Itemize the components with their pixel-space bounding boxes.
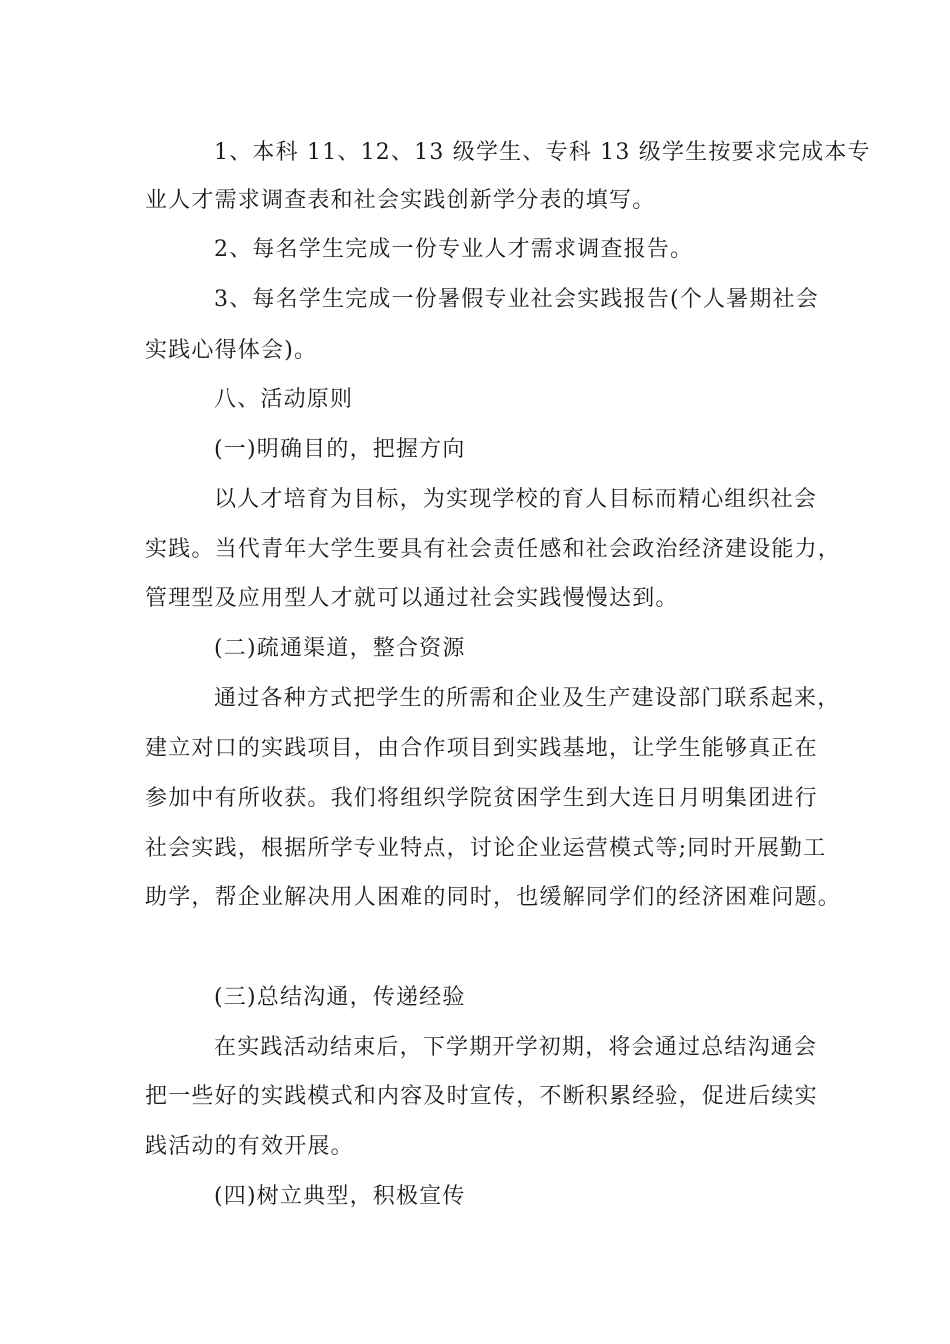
text-line: 社会实践，根据所学专业特点，讨论企业运营模式等;同时开展勤工: [145, 836, 827, 861]
text-line: 管理型及应用型人才就可以通过社会实践慢慢达到。: [145, 586, 679, 611]
text-line: 实践心得体会)。: [145, 338, 318, 363]
text-line: 参加中有所收获。我们将组织学院贫困学生到大连日月明集团进行: [145, 786, 818, 811]
text-line: 2、每名学生完成一份专业人才需求调查报告。: [214, 237, 694, 262]
text-line: 3、每名学生完成一份暑假专业社会实践报告(个人暑期社会: [214, 287, 819, 312]
text-line: 助学，帮企业解决用人困难的同时，也缓解同学们的经济困难问题。: [145, 885, 842, 910]
section-heading: 八、活动原则: [214, 387, 354, 412]
text-line: 1、本科 11、12、13 级学生、专科 13 级学生按要求完成本专: [214, 140, 871, 165]
text-line: 通过各种方式把学生的所需和企业及生产建设部门联系起来，: [214, 686, 841, 711]
subsection-heading: (一)明确目的，把握方向: [214, 437, 466, 462]
text-line: 以人才培育为目标，为实现学校的育人目标而精心组织社会: [214, 487, 818, 512]
subsection-heading: (三)总结沟通，传递经验: [214, 985, 466, 1010]
text-line: 把一些好的实践模式和内容及时宣传，不断积累经验，促进后续实: [145, 1084, 818, 1109]
subsection-heading: (二)疏通渠道，整合资源: [214, 636, 466, 661]
subsection-heading: (四)树立典型，积极宣传: [214, 1184, 466, 1209]
text-line: 实践。当代青年大学生要具有社会责任感和社会政治经济建设能力，: [145, 537, 842, 562]
text-line: 业人才需求调查表和社会实践创新学分表的填写。: [145, 188, 656, 213]
text-line: 践活动的有效开展。: [145, 1134, 354, 1159]
text-line: 建立对口的实践项目，由合作项目到实践基地，让学生能够真正在: [145, 736, 818, 761]
text-line: 在实践活动结束后，下学期开学初期，将会通过总结沟通会: [214, 1035, 818, 1060]
